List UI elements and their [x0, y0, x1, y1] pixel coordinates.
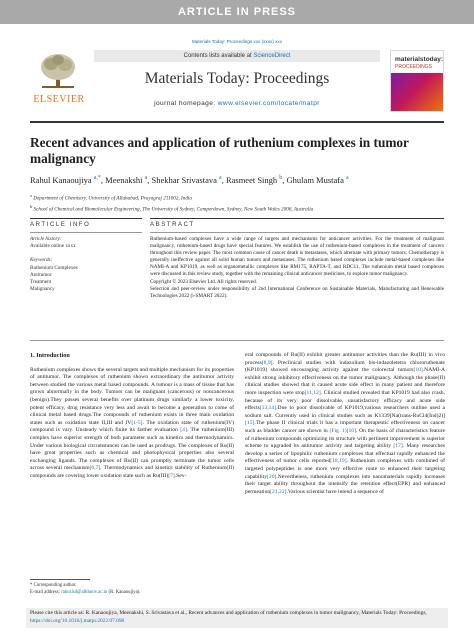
email-owner: (R. Kanaoujiya).: [108, 590, 141, 595]
author-name: Meenakshi: [105, 175, 143, 185]
keyword-item: Treatment: [30, 279, 52, 286]
affiliation-marker: b: [30, 203, 33, 209]
citation-link[interactable]: [18,19]: [330, 458, 347, 465]
abstract-sub-rule: [150, 232, 444, 233]
contents-prefix: Contents lists available at: [183, 53, 252, 59]
keywords-label: Keywords:: [30, 257, 53, 264]
author-name: Rasmeet Singh: [225, 175, 278, 185]
abstract-selection-note: Selection and peer-review under responsibility of 2nd International Conference on Sustainable Materials, Manufacturing and Renewable Technologies 2022 (i-SMART 2022).: [150, 285, 444, 299]
history-label: Article history:: [30, 236, 62, 242]
affiliation-text: School of Chemical and Biomolecular Engineering, The University of Sydney, Camperdown, Sydney, New South Wales 2006, Australia: [33, 206, 314, 213]
abstract-text: Ruthenium-based complexes have a wide range of targets and mechanisms for anticancer activities. For the treatment of malignant malignancy, ruthenium-based drugs have special features. We establish the use of ruthenium-based complexes in the treatment of cancers throughout this review paper. The most common cause of cancer death is metastases, which alternate with primary tumors. Chemotherapy is generally ineffective against all solid human tumors and metastases. The ruthenium based complexes include metal-based complexes like NAMI-A and KP1019, as well as organometallic complexes like RM175, RAPTA-T, and RDC11. The ruthenium metal based complexes were discussed in this review study, together with the remaining clinical anticancer medicines, to explore tumor malignancy.: [150, 236, 444, 278]
citation-link[interactable]: [11,12]: [304, 389, 321, 396]
article-info-sub-rule: [30, 232, 142, 233]
author-list: Rahul Kanaoujiya $^{a,*}$, Meenakshi $^a$, Shekhar Srivastava $^a$, Rasmeet Singh $^b$, Ghulam Mustafa $^a$: [30, 175, 349, 185]
cover-image: [391, 73, 444, 112]
history-value: Available online xxxx: [30, 243, 76, 250]
body-right-column: [245, 352, 445, 496]
elsevier-logo: [30, 50, 88, 112]
keyword-item: Ruthenium Complexes: [30, 264, 78, 271]
citation-link[interactable]: [20]: [267, 473, 277, 480]
citation-link[interactable]: [15]: [245, 420, 255, 427]
article-in-press-banner: ARTICLE IN PRESS: [0, 0, 474, 24]
author-affiliation-link[interactable]: a: [346, 175, 349, 182]
journal-title: Materials Today: Proceedings: [144, 70, 330, 87]
abstract-top-rule: [150, 218, 444, 219]
corresponding-author-note: * Corresponding author.: [30, 583, 77, 588]
cover-title: materialstoday:: [395, 56, 444, 63]
affiliation-a: [30, 192, 444, 203]
author-affiliation-link[interactable]: a: [219, 175, 222, 182]
citation-text: Please cite this article as: R. Kanaoujiya, Meenakshi, S. Srivastava et al., Recent advances and application of ruthenium complexes in tumor malignancy, Materials Today: Proceedings,: [30, 610, 427, 616]
journal-homepage: [94, 100, 380, 107]
abstract-heading: ABSTRACT: [150, 222, 195, 228]
footnotes: [30, 582, 444, 596]
article-info-panel: [30, 236, 142, 293]
elsevier-wordmark: ELSEVIER: [33, 94, 85, 105]
email-line: [30, 589, 444, 596]
journal-citation-link[interactable]: Materials Today: Proceedings xxx (xxxx) xxx: [191, 39, 283, 44]
elsevier-tree-icon: [38, 52, 78, 90]
email-label: E-mail address:: [30, 590, 60, 595]
keyword-item: Malignancy: [30, 286, 55, 293]
journal-cover-thumbnail: [390, 50, 444, 112]
abstract-copyright: Copyright © 2023 Elsevier Ltd. All rights reserved.: [150, 278, 257, 285]
article-info-heading: ARTICLE INFO: [30, 222, 91, 228]
citation-link[interactable]: [21,22]: [270, 488, 287, 495]
contents-bar: [94, 50, 380, 62]
section-heading: 1. Introduction: [30, 352, 70, 359]
citation-link[interactable]: [7]: [168, 472, 175, 479]
homepage-link[interactable]: www.elsevier.com/locate/matpr: [217, 100, 320, 107]
author-affiliation-link[interactable]: a,*: [93, 175, 101, 182]
figure-link[interactable]: (Fig. 1): [329, 427, 347, 434]
affiliation-marker: a: [30, 193, 32, 198]
affiliation-text: Department of Chemistry, University of Allahabad, Prayagraj 211002, India: [33, 195, 192, 202]
homepage-prefix: journal homepage:: [154, 100, 216, 107]
keyword-item: Antitumor: [30, 271, 52, 278]
abstract-bottom-rule: [30, 340, 444, 341]
body-left-column: [30, 352, 234, 481]
author-name: Rahul Kanaoujiya: [30, 175, 92, 185]
masthead-divider: [30, 121, 444, 123]
abstract-body: [150, 236, 444, 300]
email-link[interactable]: rahul.kd@allduniv.ac.in: [61, 590, 108, 595]
citation-link[interactable]: [17]: [393, 443, 403, 450]
author-name: Shekhar Srivastava: [151, 175, 217, 185]
cite-this-article-box: [26, 608, 448, 628]
author-name: Ghulam Mustafa: [286, 175, 344, 185]
affiliation-b: [30, 203, 444, 214]
author-affiliation-link[interactable]: b: [279, 175, 283, 182]
citation-link[interactable]: [4]: [180, 427, 187, 434]
citation-link[interactable]: [8,9]: [261, 359, 273, 366]
masthead-center: [94, 50, 380, 117]
intro-paragraph-continued: eral compounds of Ru(II) exhibit greater antitumor activities than the Ru(III) in vivo process[8,9]. Preclinical studies with indazolium bis-indazoletetra chlororuthenate (KP1019) showed encouraging activity against the colorectal tumors[10].NAMI-A exhibit strong inhibitory effectiveness on the tumor malignancy. Although the phase(II) clinical studies showed that it caused acute side effect in many patient and therefore more inspection were stop[11,12]. Clinical studied revealed that KP1019 had also crash, because of its very poor dissolvable, unsatisfactory efficacy and acute side effects[13,14].Due to poor dissolvable of KP1019,various researchers outline used a sodium salt. Currently used in clinical studies such as K1339[Na(trans-RuCl4(Ind)2)][15].The phase II clinical trials it has a important therapeutic effectiveness on cancer such as bladder cancer are shown in (Fig. 1)[16]. On the basis of characteristics feature of ruthenium compounds optimizing its structure with pertinent improvement is superior scheme to upgraded its antitumor activity and targeting ability [17]. Many researches develop a series of lipophilic ruthenium complexes that effectual rapidly enhanced the effectiveness of tumor cells reported[18,19]. Ruthenium complexes with combined of targeted polypeptides is one more very effective route to enhanced their targeting capability[20].Nevertheless, ruthenium complexes into nanomaterials rapidly increases their target ability throughout the intensify the retention effect(EPR) and enhanced permeation[21,22].Various scientist have intend a sequence of: [245, 352, 445, 495]
citation-link[interactable]: [10]: [413, 367, 423, 374]
citation-link[interactable]: [16]: [346, 427, 356, 434]
masthead: [30, 50, 444, 117]
article-info-top-rule: [30, 218, 142, 219]
affiliations: [30, 192, 444, 213]
citation-doi-link[interactable]: https://doi.org/10.1016/j.matpr.2022.07.098: [30, 617, 125, 624]
footnote-divider: [30, 579, 90, 580]
article-title: Recent advances and application of ruthenium complexes in tumor malignancy: [30, 135, 409, 166]
intro-paragraph: Ruthenium complexes shows the several targets and multiple mechanism for its properties of antitumor. The complexes of ruthenium shown extraordinary the antitumor activity between studied the various metal based compounds. A tumour is a mass of tissue that has grown abnormally in the body. Tumors can be malignant (cancerous) or noncancerous (benign).They posses several benefits over platinum drugs similarly a lower toxicity, potent efficacy, drug resistance very less and await to become a generation to come of clinical metal based drugs.The compounds of ruthenium exists in three main oxidation states such as oxidation state II,III and IV[1-5]. The oxidation state of ruthenium(IV) compound is vary. Unsteady which finite its farther evaluation [4]. The ruthenium(III) complex have superior strength of both parameter such as kinetics and thermodynamics. Under various biological circumstances can be used as prodrugs. The complexes of Ru(II) have great properties such as chemical and photophysical properties also several exchanging ligands. The complexes of Ru(II) can promptly terminate the tumor cells across several mechanism[6,7]. Thermodynamics and kinetics stability of Ruthenium(II) compounds are covering lower oxidation state such as Ru(III)[7].Sev-: [30, 366, 234, 479]
citation-link[interactable]: [1-5]: [131, 419, 143, 426]
citation-link[interactable]: [6,7]: [89, 465, 101, 472]
citation-link[interactable]: [13,14]: [259, 405, 277, 412]
cover-subtitle: PROCEEDINGS: [395, 64, 432, 70]
author-affiliation-link[interactable]: a: [144, 175, 148, 182]
sciencedirect-link[interactable]: ScienceDirect: [253, 53, 291, 59]
